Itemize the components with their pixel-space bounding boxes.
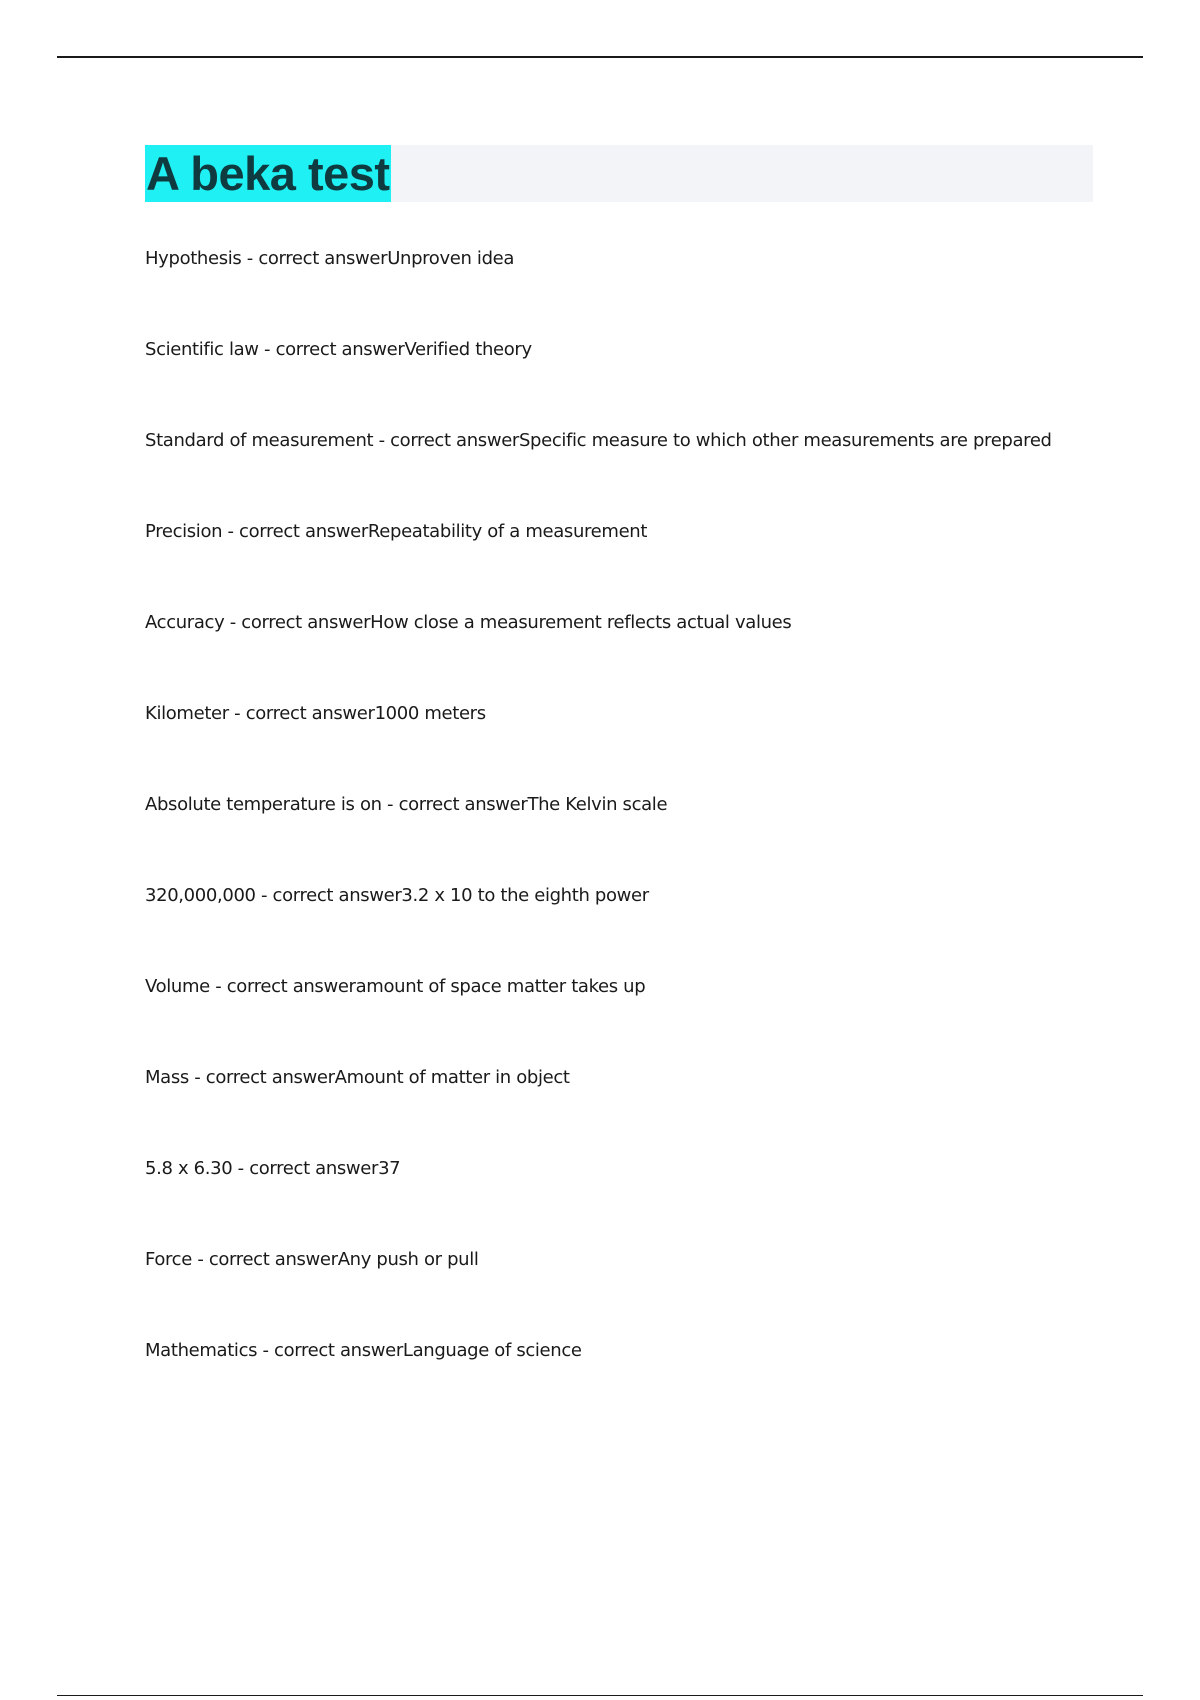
qa-separator: - correct answer <box>224 612 371 633</box>
qa-term: Precision <box>145 521 223 542</box>
footer-rule <box>57 1695 1143 1696</box>
qa-term: Force <box>145 1249 192 1270</box>
qa-separator: - correct answer <box>255 885 402 906</box>
qa-separator: - correct answer <box>228 703 375 724</box>
qa-item <box>145 428 1105 519</box>
qa-term: 320,000,000 <box>145 885 256 906</box>
qa-item <box>145 701 1105 792</box>
qa-separator: - correct answer <box>373 430 519 451</box>
qa-term: Kilometer <box>145 703 229 724</box>
qa-item <box>145 337 1105 428</box>
qa-answer: Any push or pull <box>337 1249 479 1270</box>
qa-item <box>145 974 1105 1065</box>
qa-separator: - correct answer <box>258 339 405 360</box>
qa-answer: Repeatability of a measurement <box>367 521 648 542</box>
header-rule <box>57 56 1143 58</box>
qa-answer: Unproven idea <box>387 248 515 269</box>
qa-separator: - correct answer <box>232 1158 379 1179</box>
qa-item <box>145 519 1105 610</box>
qa-separator: - correct answer <box>381 794 528 815</box>
qa-term: 5.8 x 6.30 <box>145 1158 233 1179</box>
qa-answer: Language of science <box>402 1340 582 1361</box>
qa-separator: - correct answer <box>209 976 356 997</box>
qa-term: Mass <box>145 1067 189 1088</box>
qa-answer: Verified theory <box>404 339 532 360</box>
qa-answer: Amount of matter in object <box>334 1067 570 1088</box>
qa-separator: - correct answer <box>188 1067 335 1088</box>
qa-item <box>145 246 1105 337</box>
qa-separator: - correct answer <box>191 1249 338 1270</box>
qa-separator: - correct answer <box>241 248 388 269</box>
qa-term: Mathematics <box>145 1340 258 1361</box>
qa-term: Scientific law <box>145 339 259 360</box>
qa-term: Standard of measurement <box>145 430 374 451</box>
qa-answer: 3.2 x 10 to the eighth power <box>401 885 649 906</box>
qa-answer: How close a measurement reflects actual values <box>370 612 792 633</box>
document-title: A beka test <box>146 147 390 200</box>
qa-item <box>145 1065 1105 1156</box>
qa-answer: 1000 meters <box>374 703 486 724</box>
qa-item <box>145 792 1105 883</box>
qa-term: Absolute temperature is on <box>145 794 382 815</box>
qa-answer: Specific measure to which other measurements are prepared <box>518 430 1052 451</box>
qa-item <box>145 610 1105 701</box>
qa-item <box>145 883 1105 974</box>
qa-separator: - correct answer <box>257 1340 403 1361</box>
qa-term: Hypothesis <box>145 248 242 269</box>
qa-item <box>145 1156 1105 1247</box>
qa-item <box>145 1247 1105 1338</box>
qa-term: Volume <box>145 976 210 997</box>
qa-item <box>145 1338 1105 1429</box>
qa-answer: 37 <box>378 1158 401 1179</box>
qa-separator: - correct answer <box>222 521 368 542</box>
qa-answer: amount of space matter takes up <box>355 976 646 997</box>
qa-term: Accuracy <box>145 612 225 633</box>
qa-list <box>145 246 1105 1429</box>
qa-answer: The Kelvin scale <box>527 794 668 815</box>
